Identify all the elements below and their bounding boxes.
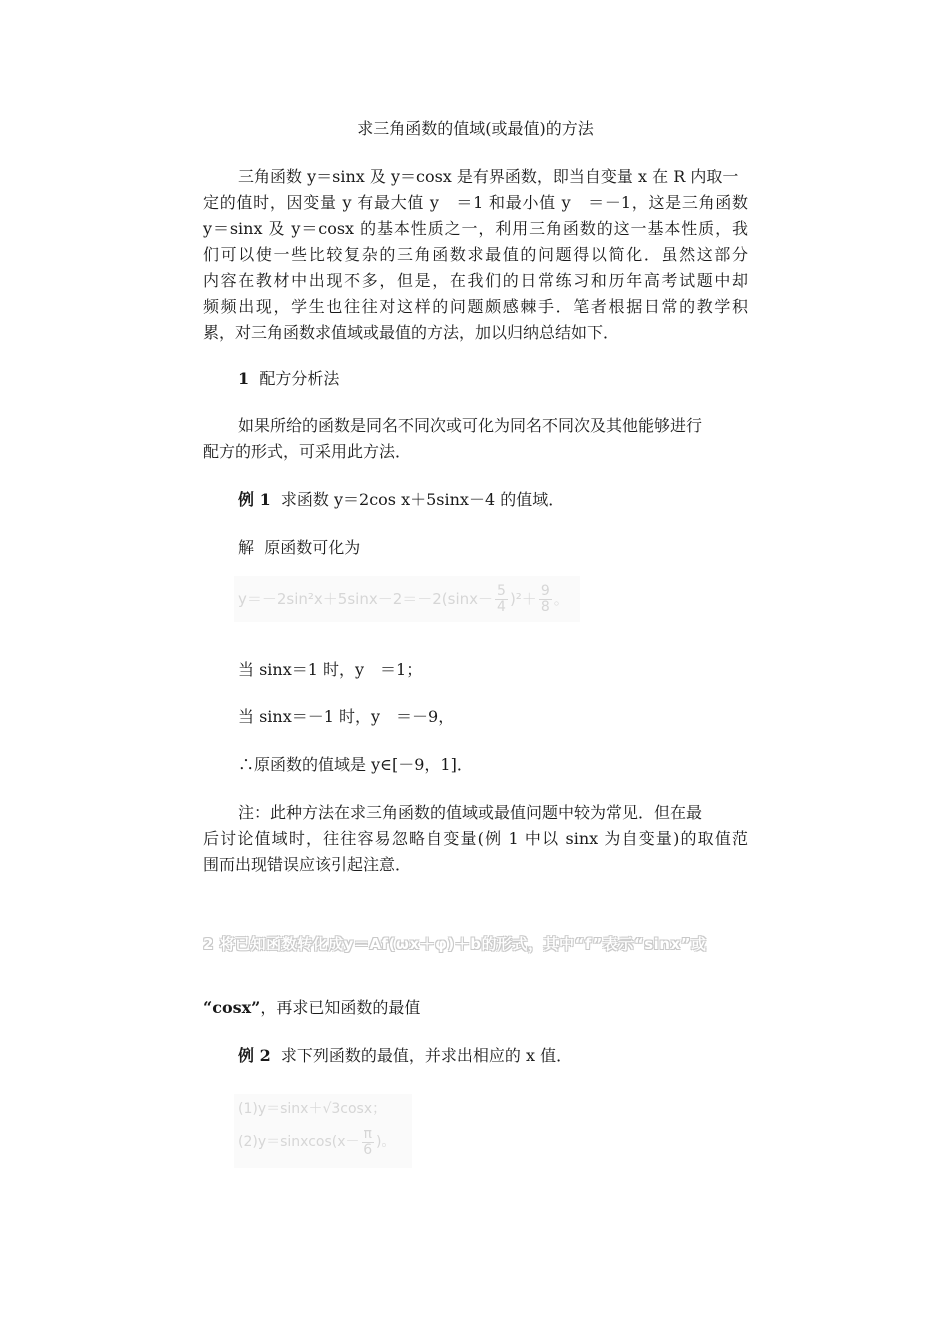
formula-1-fraction-2-denominator: 8 [540,599,550,615]
formula-1-fraction-1-numerator: 5 [497,583,506,599]
case-2: 当 sinx＝－1 时，y ＝－9， [238,707,455,726]
intro-line-1: 三角函数 y＝sinx 及 y＝cosx 是有界函数，即当自变量 x 在 R 内取一 [238,167,739,186]
section-2-continued-text: ，再求已知函数的最值 [260,998,421,1017]
example-2-label: 例 2 [238,1046,271,1065]
example-1-text: 求函数 y＝2cos x＋5sinx－4 的值域． [280,490,565,509]
document-title: 求三角函数的值域(或最值)的方法 [357,119,594,138]
formula-1-fraction-2 [539,584,552,615]
formula-1-fraction-2-numerator: 9 [540,583,550,599]
conclusion: ∴原函数的值域是 y∈[－9，1]． [238,755,473,774]
example-2-item-2-denominator: 6 [363,1141,373,1158]
case-1: 当 sinx＝1 时，y ＝1； [238,660,423,679]
formula-1-fraction-1 [495,584,508,615]
example-2-item-2-part-a: (2)y＝sinxcos(x－ [238,1134,360,1150]
example-2-item-2-part-b: )。 [375,1134,396,1150]
section-1-line-2: 配方的形式，可采用此方法． [203,442,412,461]
example-2-item-1: (1)y＝sinx＋√3cosx； [238,1101,387,1117]
section-2-heading-image: 2 将已知函数转化成y＝Af(ωx＋φ)＋b的形式，其中“f”表示“sinx”或 [203,935,707,953]
example-1-label: 例 1 [238,490,271,509]
intro-line-2: 定的值时，因变量 y 有最大值 y ＝1 和最小值 y ＝－1，这是三角函数 [203,193,748,212]
solution-line [238,535,360,561]
section-2-heading-continued [203,995,420,1021]
intro-line-3: y＝sinx 及 y＝cosx 的基本性质之一，利用三角函数的这一基本性质，我 [203,219,748,238]
solution-label: 解 [238,538,255,557]
section-1-number: 1 [238,369,250,388]
formula-2-image [234,1094,412,1168]
formula-1-image [234,576,580,622]
example-2-item-2 [238,1124,395,1160]
intro-line-7: 累，对三角函数求值域或最值的方法，加以归纳总结如下． [203,323,620,342]
example-2-item-2-numerator: π [363,1125,372,1142]
section-1-heading [238,366,339,392]
solution-text: 原函数可化为 [264,538,361,557]
example-2 [238,1043,572,1069]
example-2-text: 求下列函数的最值，并求出相应的 x 值． [280,1046,573,1065]
note-line-1: 注：此种方法在求三角函数的值域或最值问题中较为常见．但在最 [238,803,703,822]
example-2-item-2-fraction [362,1127,374,1158]
section-1-line-1: 如果所给的函数是同名不同次或可化为同名不同次及其他能够进行 [238,416,703,435]
section-1-title: 配方分析法 [259,369,340,388]
formula-1-part-b: )²＋ [509,590,537,608]
intro-line-6: 频频出现，学生也往往对这样的问题颇感棘手．笔者根据日常的教学积 [203,297,748,316]
example-1 [238,487,564,513]
intro-line-4: 们可以使一些比较复杂的三角函数求最值的问题得以简化．虽然这部分 [203,245,748,264]
note-line-3: 围而出现错误应该引起注意． [203,855,412,874]
formula-1-fraction-1-denominator: 4 [497,599,506,615]
formula-1-part-a: y＝－2sin²x＋5sinx－2＝－2(sinx－ [238,590,494,608]
intro-line-5: 内容在教材中出现不多，但是，在我们的日常练习和历年高考试题中却 [203,271,748,290]
section-2-cosx: “cosx” [203,998,261,1017]
note-line-2: 后讨论值域时，往往容易忽略自变量(例 1 中以 sinx 为自变量)的取值范 [203,829,748,848]
formula-1-part-c: 。 [553,590,569,608]
